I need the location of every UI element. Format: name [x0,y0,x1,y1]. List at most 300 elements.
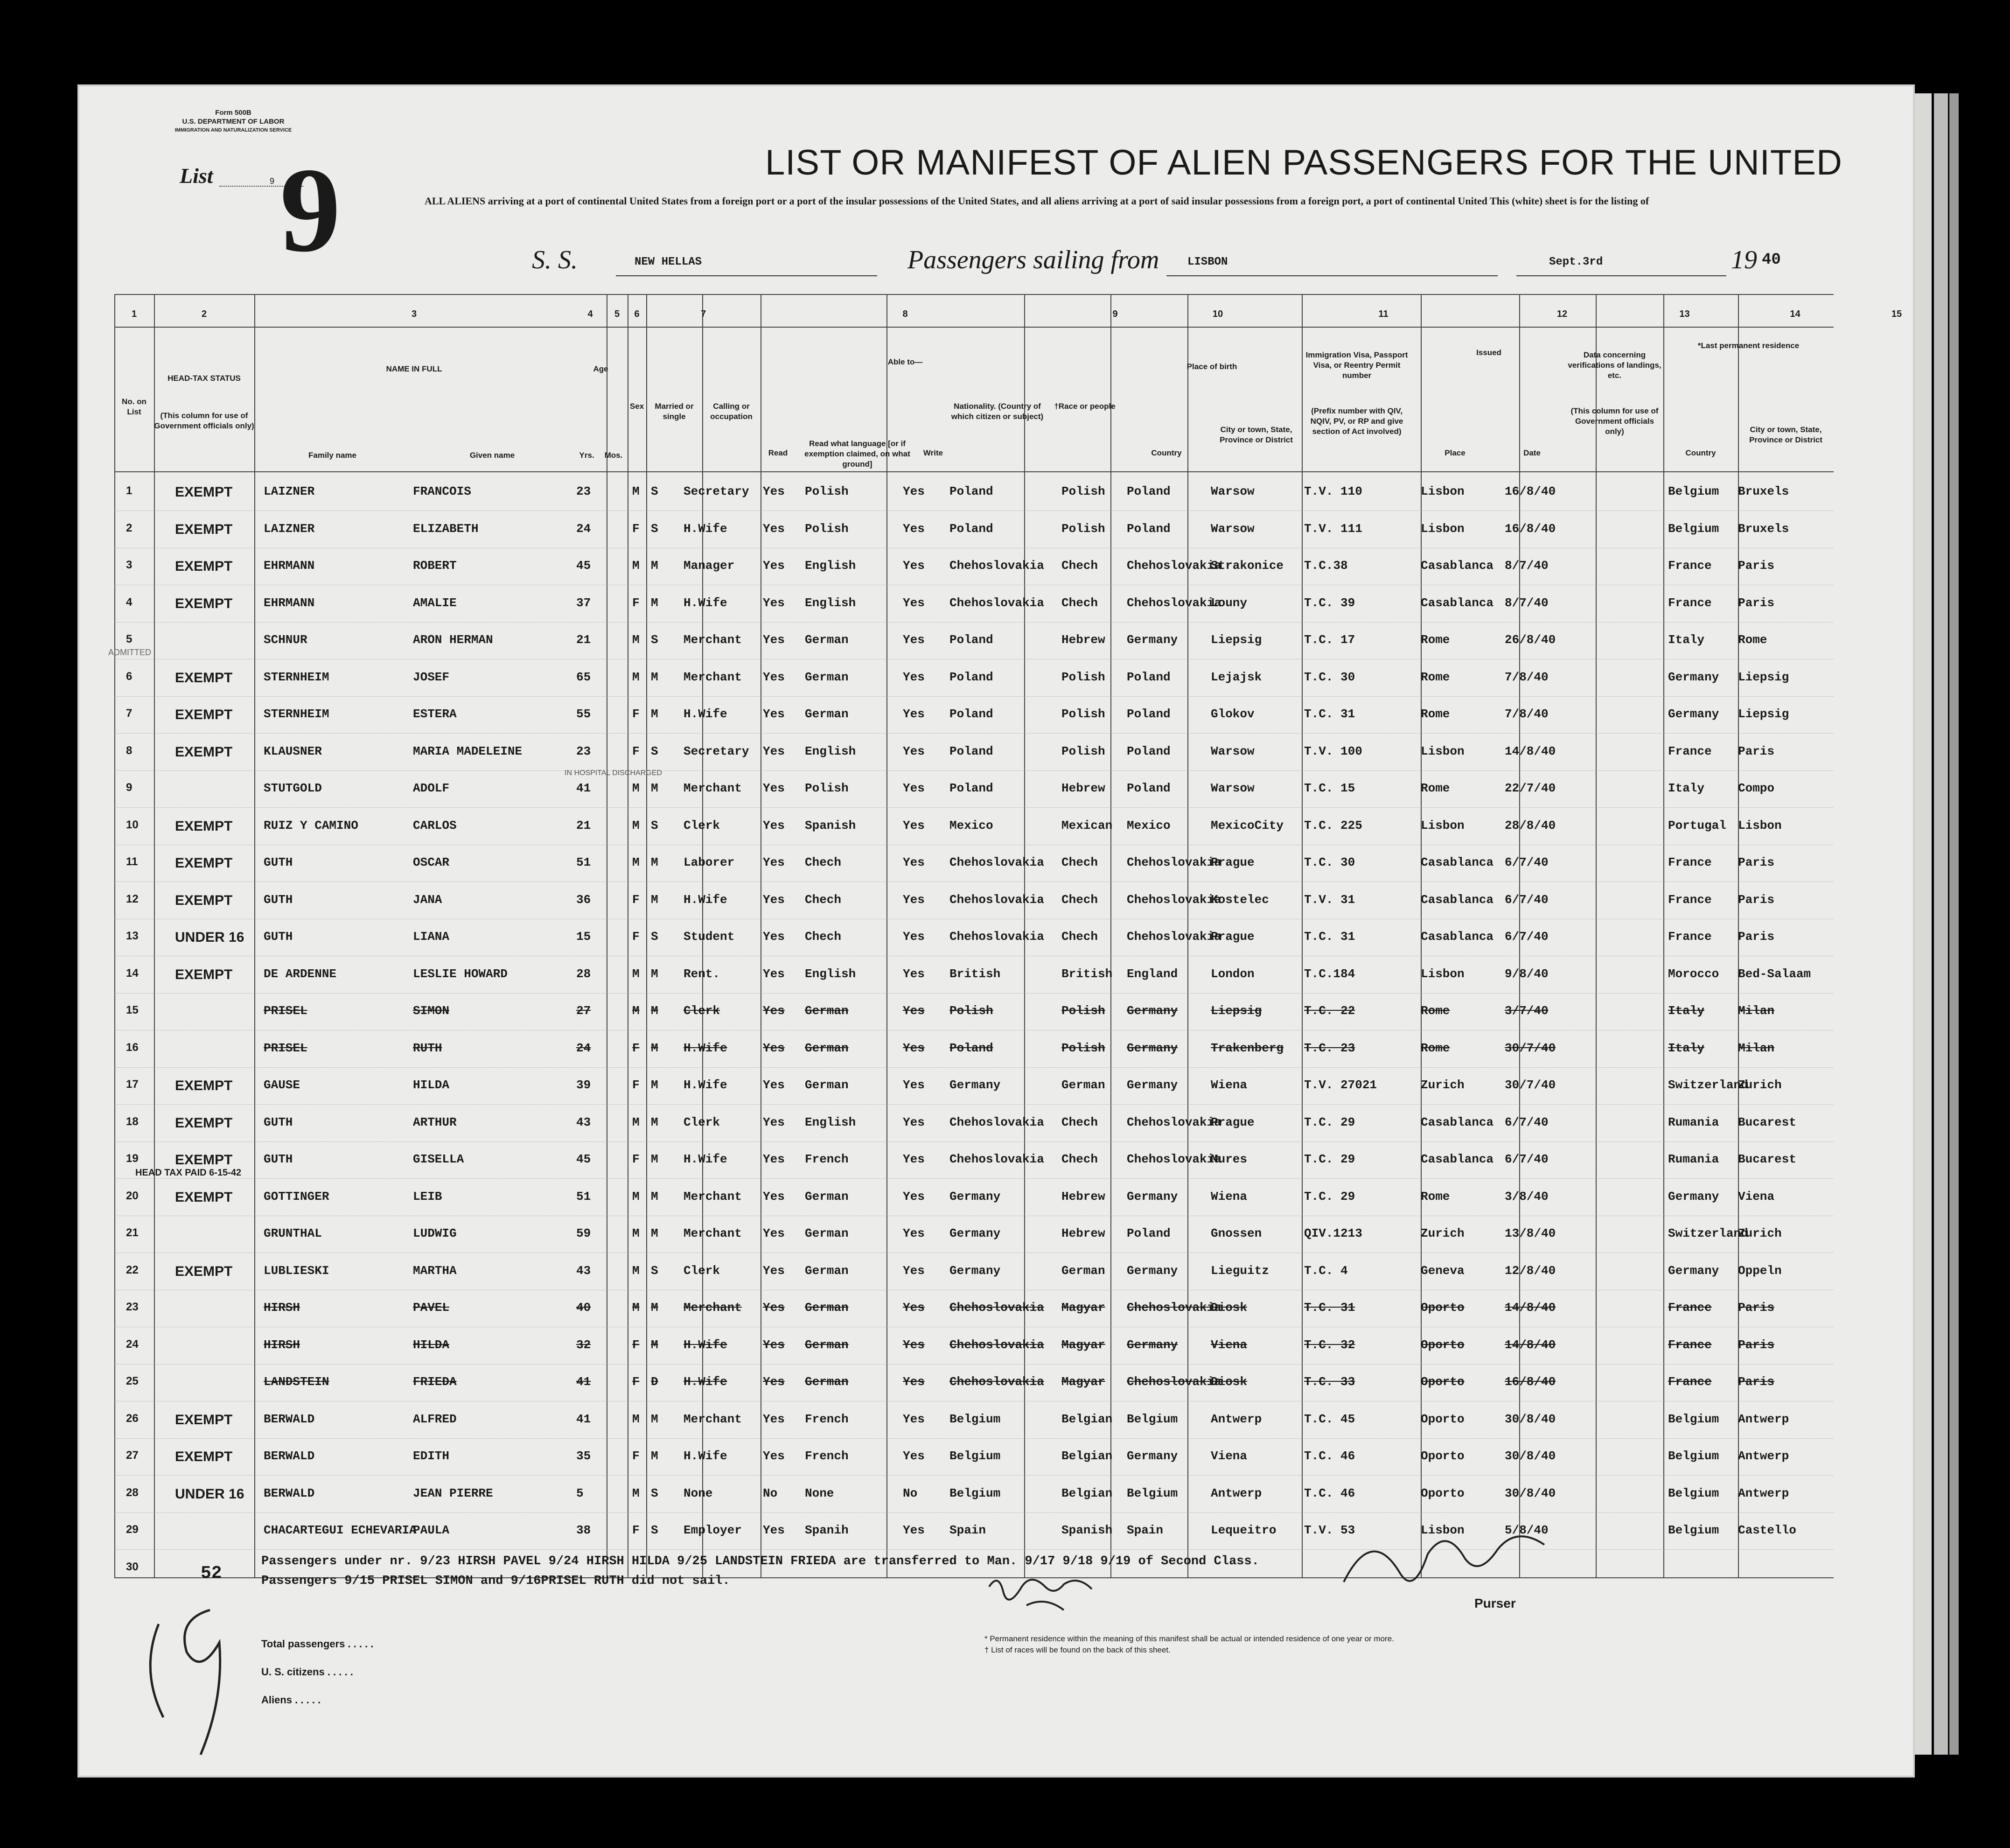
cell-visa: T.C. 22 [1304,1004,1355,1018]
cell-iplace: Lisbon [1421,818,1465,833]
cell-bcountry: Spain [1127,1523,1164,1537]
cell-race: Chech [1061,930,1098,944]
table-row [114,513,1834,548]
cell-tax: EXEMPT [175,1263,233,1279]
cell-tax: EXEMPT [175,892,233,908]
cell-idate: 16/8/40 [1505,484,1556,498]
cell-iplace: Rome [1421,633,1450,647]
manifest-table [114,294,1902,1577]
cell-nat: Chehoslovakia [949,855,1044,869]
cell-occ: Merchant [684,1412,742,1426]
cell-no: 24 [126,1337,139,1351]
cell-occ: Rent. [684,966,720,981]
cell-nat: Poland [949,707,993,721]
cell-lang: English [805,595,856,610]
cell-bcity: Prague [1211,855,1255,869]
cell-family: KLAUSNER [264,744,322,758]
ship-name: NEW HELLAS [635,256,702,268]
cell-bcity: Strakonice [1211,559,1284,573]
cell-write: Yes [903,1041,925,1055]
cell-ms: S [651,1523,658,1537]
cell-read: Yes [763,1449,785,1463]
cell-race: Belgian [1061,1412,1113,1426]
port-underline [1166,275,1498,276]
header-landings: Data concerning verifications of landings, etc. [1568,350,1661,380]
cell-occ: H.Wife [684,595,727,610]
cell-race: Hebrew [1061,1226,1105,1240]
cell-bcity: Warsow [1211,744,1255,758]
cell-iplace: Casablanca [1421,595,1494,610]
cell-lang: English [805,559,856,573]
cell-bcountry: Germany [1127,633,1178,647]
cell-bcountry: Mexico [1127,818,1171,833]
cell-race: British [1061,966,1113,981]
cell-read: Yes [763,521,785,536]
cell-idate: 8/7/40 [1505,559,1549,573]
cell-lang: English [805,744,856,758]
cell-ms: M [651,1337,658,1352]
cell-occ: Merchant [684,670,742,684]
cell-write: Yes [903,633,925,647]
cell-iplace: Rome [1421,1041,1450,1055]
cell-given: ESTERA [413,707,457,721]
cell-bcity: Wiena [1211,1078,1248,1092]
cell-rcountry: Italy [1668,1041,1705,1055]
cell-visa: T.C. 46 [1304,1449,1355,1463]
cell-iplace: Rome [1421,781,1450,795]
cell-lang: Polish [805,521,849,536]
cell-visa: T.C. 225 [1304,818,1362,833]
column-number: 13 [1679,309,1690,319]
footnotes [984,1633,1394,1656]
cell-visa: T.V. 111 [1304,521,1362,536]
cell-given: AMALIE [413,595,457,610]
cell-no: 28 [126,1486,139,1499]
cell-given: EDITH [413,1449,450,1463]
cell-race: Polish [1061,1004,1105,1018]
cell-nat: Chehoslovakia [949,1152,1044,1166]
column-number: 14 [1790,309,1801,319]
cell-lang: French [805,1152,849,1166]
footnote-races: † List of races will be found on the back of this sheet. [984,1645,1171,1654]
cell-sex: M [632,1412,640,1426]
cell-race: Belgian [1061,1486,1113,1500]
cell-idate: 30/8/40 [1505,1486,1556,1500]
cell-write: Yes [903,1078,925,1092]
cell-age: 21 [576,633,591,647]
cell-idate: 14/8/40 [1505,744,1556,758]
cell-iplace: Lisbon [1421,1523,1465,1537]
cell-rcity: Antwerp [1738,1412,1789,1426]
cell-age: 39 [576,1078,591,1092]
cell-family: EHRMANN [264,595,315,610]
cell-bcountry: Chehoslovakia [1127,855,1221,869]
cell-age: 37 [576,595,591,610]
cell-idate: 30/7/40 [1505,1041,1556,1055]
cell-race: Chech [1061,1152,1098,1166]
cell-occ: Employer [684,1523,742,1537]
cell-rcountry: Belgium [1668,1523,1719,1537]
cell-write: Yes [903,1115,925,1129]
page-edge [1934,93,1948,1755]
list-label: List [180,164,213,188]
sailing-label: Passengers sailing from [907,245,1159,274]
cell-ms: M [651,1189,658,1204]
list-number-small: 9 [270,176,275,186]
cell-tax: UNDER 16 [175,1486,244,1502]
cell-given: HILDA [413,1078,450,1092]
cell-tax: EXEMPT [175,1449,233,1464]
cell-given: ELIZABETH [413,521,479,536]
cell-bcity: Prague [1211,930,1255,944]
cell-idate: 14/8/40 [1505,1301,1556,1315]
cell-age: 41 [576,1412,591,1426]
cell-tax: EXEMPT [175,1412,233,1428]
cell-rcity: Paris [1738,1337,1775,1352]
cell-ms: M [651,1412,658,1426]
cell-occ: H.Wife [684,1078,727,1092]
cell-idate: 5/8/40 [1505,1523,1549,1537]
header-head-tax: HEAD-TAX STATUS [168,374,241,383]
header-place-of-birth: Place of birth [1186,362,1237,371]
cell-nat: Poland [949,484,993,498]
cell-lang: Spanish [805,818,856,833]
cell-lang: English [805,1115,856,1129]
cell-read: Yes [763,1004,785,1018]
cell-iplace: Zurich [1421,1226,1465,1240]
cell-read: Yes [763,707,785,721]
table-row [114,736,1834,771]
cell-occ: H.Wife [684,1152,727,1166]
cell-race: German [1061,1078,1105,1092]
cell-idate: 6/7/40 [1505,1115,1549,1129]
cell-occ: Merchant [684,1189,742,1204]
column-number: 10 [1212,309,1223,319]
cell-tax: EXEMPT [175,1189,233,1205]
cell-bcountry: Germany [1127,1189,1178,1204]
table-row [114,662,1834,697]
cell-ms: M [651,966,658,981]
cell-tax: EXEMPT [175,670,233,686]
page-edge [1913,93,1932,1755]
cell-family: PRISEL [264,1041,307,1055]
cell-no: 18 [126,1115,139,1128]
cell-no: 11 [126,855,138,868]
cell-bcountry: Chehoslovakia [1127,1152,1221,1166]
cell-bcountry: England [1127,966,1178,981]
cell-given: MARIA MADELEINE [413,744,523,758]
header-sex: Sex [629,402,644,411]
cell-no: 16 [126,1041,139,1054]
cell-sex: F [632,707,640,721]
cell-occ: Clerk [684,1263,720,1278]
cell-bcountry: Poland [1127,707,1171,721]
cell-sex: F [632,930,640,944]
cell-lang: Polish [805,781,849,795]
cell-lang: German [805,1078,849,1092]
cell-age: 23 [576,744,591,758]
cell-no: 29 [126,1523,139,1536]
cell-age: 45 [576,1152,591,1166]
cell-given: ALFRED [413,1412,457,1426]
cell-race: Polish [1061,670,1105,684]
cell-bcity: Warsow [1211,781,1255,795]
cell-family: GUTH [264,1152,293,1166]
cell-race: Polish [1061,744,1105,758]
cell-tax: EXEMPT [175,1078,233,1093]
cell-rcountry: Belgium [1668,484,1719,498]
cell-rcountry: Rumania [1668,1152,1719,1166]
cell-visa: T.V. 53 [1304,1523,1355,1537]
cell-read: No [763,1486,778,1500]
cell-ms: S [651,818,658,833]
header-head-tax-note: (This column for use of Government officials only) [154,411,254,430]
cell-age: 21 [576,818,591,833]
cell-read: Yes [763,1152,785,1166]
cell-iplace: Lisbon [1421,744,1465,758]
cell-no: 27 [126,1449,139,1462]
cell-nat: Poland [949,670,993,684]
cell-read: Yes [763,1301,785,1315]
cell-write: Yes [903,1412,925,1426]
table-row [114,1366,1834,1401]
cell-sex: F [632,892,640,907]
cell-no: 25 [126,1375,139,1387]
cell-nat: Germany [949,1263,1001,1278]
cell-bcountry: Chehoslovakia [1127,559,1221,573]
cell-visa: T.C. 45 [1304,1412,1355,1426]
table-row [114,1033,1834,1068]
cell-sex: F [632,1449,640,1463]
cell-rcity: Antwerp [1738,1486,1789,1500]
cell-family: SCHNUR [264,633,307,647]
cell-age: 32 [576,1337,591,1352]
cell-idate: 26/8/40 [1505,633,1556,647]
cell-ms: M [651,892,658,907]
cell-read: Yes [763,892,785,907]
cell-given: ARON HERMAN [413,633,493,647]
cell-given: FRIEDA [413,1375,457,1389]
cell-ms: M [651,1041,658,1055]
note-transferred: Passengers under nr. 9/23 HIRSH PAVEL 9/24 HIRSH HILDA 9/25 LANDSTEIN FRIEDA are transferred to Man. 9/17 9/18 9/19 of Second Class. [261,1554,1259,1568]
cell-sex: M [632,1115,640,1129]
cell-sex: M [632,670,640,684]
header-nationality: Nationality. (Country of which citizen or subject) [951,402,1044,421]
column-number: 3 [411,309,417,319]
cell-nat: Mexico [949,818,993,833]
cell-idate: 14/8/40 [1505,1337,1556,1352]
cell-family: GUTH [264,930,293,944]
cell-occ: H.Wife [684,1449,727,1463]
cell-visa: T.C. 23 [1304,1041,1355,1055]
cell-write: Yes [903,781,925,795]
cell-bcity: Lequeitro [1211,1523,1277,1537]
cell-sex: M [632,1301,640,1315]
cell-read: Yes [763,595,785,610]
cell-family: LANDSTEIN [264,1375,329,1389]
cell-rcountry: Germany [1668,1189,1719,1204]
cell-ms: M [651,595,658,610]
cell-bcountry: Poland [1127,670,1171,684]
cell-iplace: Rome [1421,1189,1450,1204]
cell-iplace: Oporto [1421,1449,1465,1463]
cell-no: 14 [126,966,139,980]
cell-visa: T.V. 100 [1304,744,1362,758]
cell-read: Yes [763,818,785,833]
cell-rcountry: Belgium [1668,1412,1719,1426]
cell-bcity: Viena [1211,1449,1248,1463]
cell-bcountry: Poland [1127,521,1171,536]
cell-read: Yes [763,559,785,573]
table-row [114,1404,1834,1439]
cell-age: 51 [576,855,591,869]
cell-read: Yes [763,1263,785,1278]
table-row [114,624,1834,659]
cell-family: HIRSH [264,1301,300,1315]
cell-bcountry: Chehoslovakia [1127,1375,1221,1389]
cell-family: LAIZNER [264,484,315,498]
cell-idate: 30/7/40 [1505,1078,1556,1092]
cell-no: 20 [126,1189,139,1202]
cell-age: 15 [576,930,591,944]
cell-no: 26 [126,1412,139,1425]
cell-occ: Clerk [684,1115,720,1129]
header-place: Place [1445,448,1466,457]
cell-write: Yes [903,930,925,944]
cell-read: Yes [763,930,785,944]
cell-idate: 6/7/40 [1505,930,1549,944]
column-number: 9 [1112,309,1118,319]
cell-given: LESLIE HOWARD [413,966,508,981]
cell-no: 6 [126,670,133,683]
cell-age: 40 [576,1301,591,1315]
cell-lang: German [805,1301,849,1315]
cell-nat: Chehoslovakia [949,595,1044,610]
cell-ms: S [651,633,658,647]
cell-family: STERNHEIM [264,707,329,721]
cell-iplace: Rome [1421,1004,1450,1018]
cell-bcountry: Germany [1127,1078,1178,1092]
cell-age: 45 [576,559,591,573]
cell-visa: T.C. 31 [1304,707,1355,721]
cell-read: Yes [763,670,785,684]
cell-nat: Germany [949,1226,1001,1240]
cell-age: 43 [576,1263,591,1278]
cell-sex: M [632,1004,640,1018]
cell-nat: Chehoslovakia [949,930,1044,944]
cell-occ: H.Wife [684,892,727,907]
cell-read: Yes [763,1226,785,1240]
manifest-subtitle: ALL ALIENS arriving at a port of continental United States from a foreign port or a port of the insular possessions of the United States, and all aliens arriving at a port of said insular possessions from a foreign port, a port of continental United This (white) sheet is for the listing of [425,195,1649,207]
row-rule [114,294,1834,295]
table-row [114,847,1834,882]
cell-idate: 16/8/40 [1505,1375,1556,1389]
cell-write: Yes [903,892,925,907]
column-number: 15 [1891,309,1902,319]
cell-nat: British [949,966,1001,981]
cell-sex: F [632,1078,640,1092]
cell-idate: 22/7/40 [1505,781,1556,795]
header-read: Read [768,448,788,457]
cell-iplace: Rome [1421,707,1450,721]
header-visa-note: (Prefix number with QIV, NQIV, PV, or RP and give section of Act involved) [1310,406,1403,436]
cell-nat: Poland [949,633,993,647]
cell-rcity: Bucarest [1738,1152,1796,1166]
cell-family: DE ARDENNE [264,966,337,981]
cell-sex: F [632,595,640,610]
cell-no: 17 [126,1078,139,1091]
cell-lang: Spanih [805,1523,849,1537]
cell-lang: Chech [805,855,842,869]
cell-bcountry: Belgium [1127,1412,1178,1426]
cell-visa: T.C. 30 [1304,855,1355,869]
cell-family: CHACARTEGUI ECHEVARIA [264,1523,417,1537]
cell-given: JOSEF [413,670,450,684]
cell-race: Mexican [1061,818,1113,833]
cell-occ: H.Wife [684,521,727,536]
cell-read: Yes [763,484,785,498]
cell-race: Magyar [1061,1375,1105,1389]
cell-nat: Chehoslovakia [949,1337,1044,1352]
cell-iplace: Casablanca [1421,559,1494,573]
cell-rcountry: Germany [1668,707,1719,721]
header-res-city: City or town, State, Province or District [1749,425,1822,444]
table-row [114,884,1834,919]
table-row [114,921,1834,956]
cell-ms: M [651,855,658,869]
cell-idate: 6/7/40 [1505,1152,1549,1166]
cell-occ: Manager [684,559,735,573]
header-age: Age [593,364,608,373]
cell-ms: M [651,1449,658,1463]
cell-tax: EXEMPT [175,1115,233,1131]
cell-iplace: Geneva [1421,1263,1465,1278]
cell-ms: D [651,1375,658,1389]
cell-family: HIRSH [264,1337,300,1352]
cell-ms: M [651,559,658,573]
cell-occ: H.Wife [684,1041,727,1055]
year-suffix: 40 [1762,251,1781,269]
cell-race: Polish [1061,484,1105,498]
cell-no: 19 [126,1152,139,1165]
cell-write: Yes [903,855,925,869]
cell-rcountry: Rumania [1668,1115,1719,1129]
cell-bcity: Antwerp [1211,1486,1262,1500]
cell-nat: Chehoslovakia [949,1115,1044,1129]
cell-family: GUTH [264,1115,293,1129]
cell-ms: M [651,1152,658,1166]
cell-read: Yes [763,633,785,647]
cell-given: HILDA [413,1337,450,1352]
cell-age: 24 [576,1041,591,1055]
cell-sex: M [632,1189,640,1204]
cell-rcountry: France [1668,1301,1712,1315]
cell-read: Yes [763,1189,785,1204]
cell-read: Yes [763,1078,785,1092]
table-row [114,959,1834,994]
header-yrs: Yrs. [579,451,594,460]
cell-sex: M [632,1263,640,1278]
cell-bcountry: Poland [1127,484,1171,498]
cell-bcountry: Chehoslovakia [1127,892,1221,907]
page-edge [1949,93,1959,1755]
cell-family: BERWALD [264,1449,315,1463]
header-read-language: Read what language [or if exemption claimed, on what ground] [804,439,910,469]
cell-nat: Belgium [949,1486,1001,1500]
cell-rcity: Bed-Salaam [1738,966,1811,981]
cell-occ: Merchant [684,1226,742,1240]
table-row [114,476,1834,511]
